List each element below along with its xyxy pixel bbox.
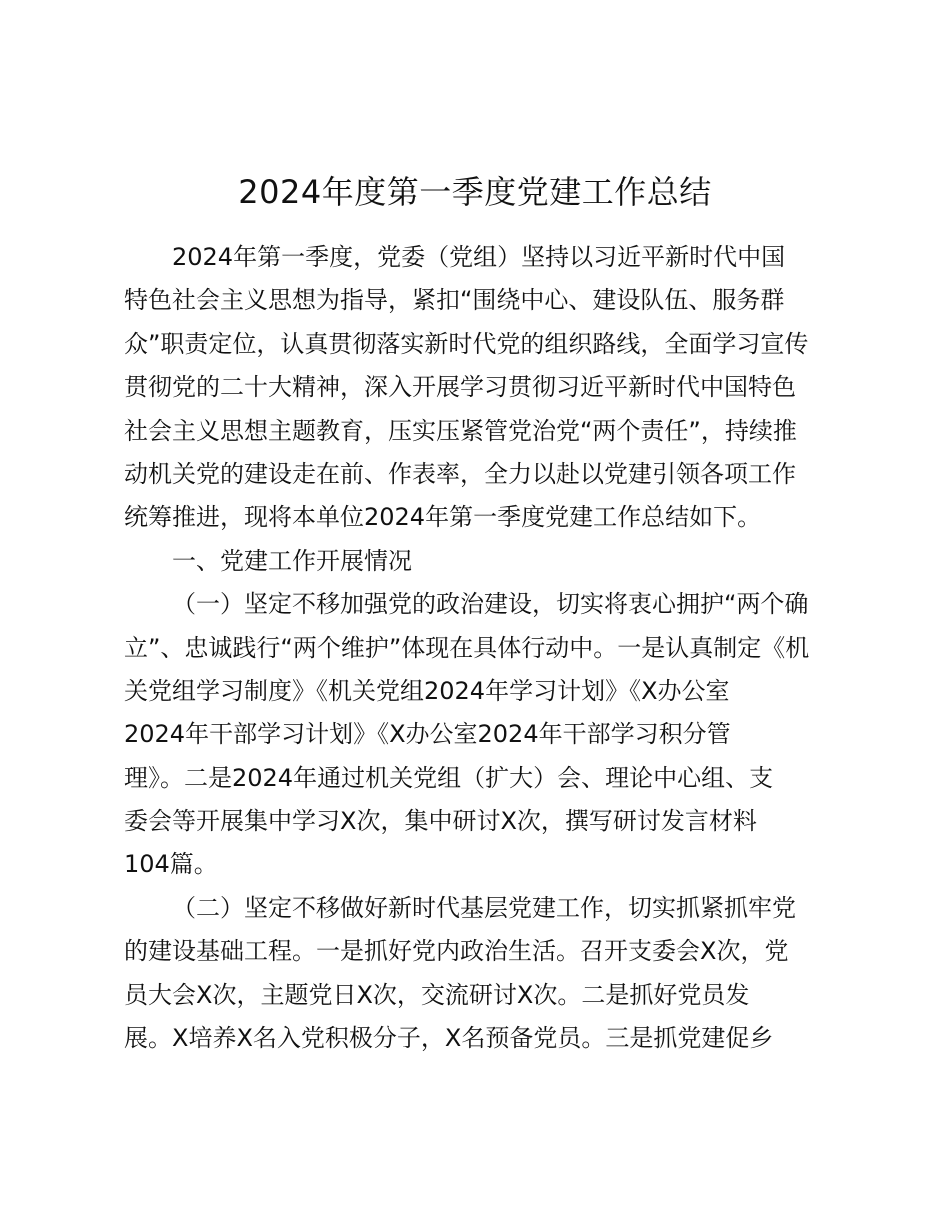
paragraph-line: 的建设基础工程。一是抓好党内政治生活。召开支委会X次，党	[124, 937, 789, 966]
paragraph-line: 委会等开展集中学习X次，集中研讨X次，撰写研讨发言材料	[124, 807, 757, 836]
paragraph-line: 社会主义思想主题教育，压实压紧管党治党“两个责任”，持续推	[124, 416, 797, 445]
paragraph-line: 理》。二是2024年通过机关党组（扩大）会、理论中心组、支	[124, 763, 774, 792]
document-title: 2024年度第一季度党建工作总结	[238, 173, 712, 211]
document-body	[124, 236, 844, 1060]
paragraph-line: 动机关党的建设走在前、作表率，全力以赴以党建引领各项工作	[124, 459, 796, 488]
paragraph-line: 关党组学习制度》《机关党组2024年学习计划》《X办公室	[124, 676, 730, 705]
paragraph-line: 贯彻党的二十大精神，深入开展学习贯彻习近平新时代中国特色	[124, 373, 796, 402]
paragraph-line: 2024年第一季度，党委（党组）坚持以习近平新时代中国	[172, 243, 786, 271]
paragraph-line: 展。X培养X名入党积极分子，X名预备党员。三是抓党建促乡	[124, 1024, 774, 1053]
section-heading: 一、党建工作开展情况	[172, 546, 412, 575]
paragraph-line: （二）坚定不移做好新时代基层党建工作，切实抓紧抓牢党	[172, 893, 796, 922]
paragraph-line: 特色社会主义思想为指导，紧扣“围绕中心、建设队伍、服务群	[124, 286, 785, 315]
paragraph-line: 众”职责定位，认真贯彻落实新时代党的组织路线，全面学习宣传	[124, 329, 809, 358]
paragraph-line: 2024年干部学习计划》《X办公室2024年干部学习积分管	[124, 720, 731, 749]
paragraph-line: 立”、忠诚践行“两个维护”体现在具体行动中。一是认真制定《机	[124, 633, 810, 662]
paragraph-line: 员大会X次，主题党日X次，交流研讨X次。二是抓好党员发	[124, 980, 750, 1009]
paragraph-line: 104篇。	[124, 850, 218, 879]
paragraph-line: 统筹推进，现将本单位2024年第一季度党建工作总结如下。	[124, 503, 762, 532]
paragraph-line: （一）坚定不移加强党的政治建设，切实将衷心拥护“两个确	[172, 590, 809, 619]
